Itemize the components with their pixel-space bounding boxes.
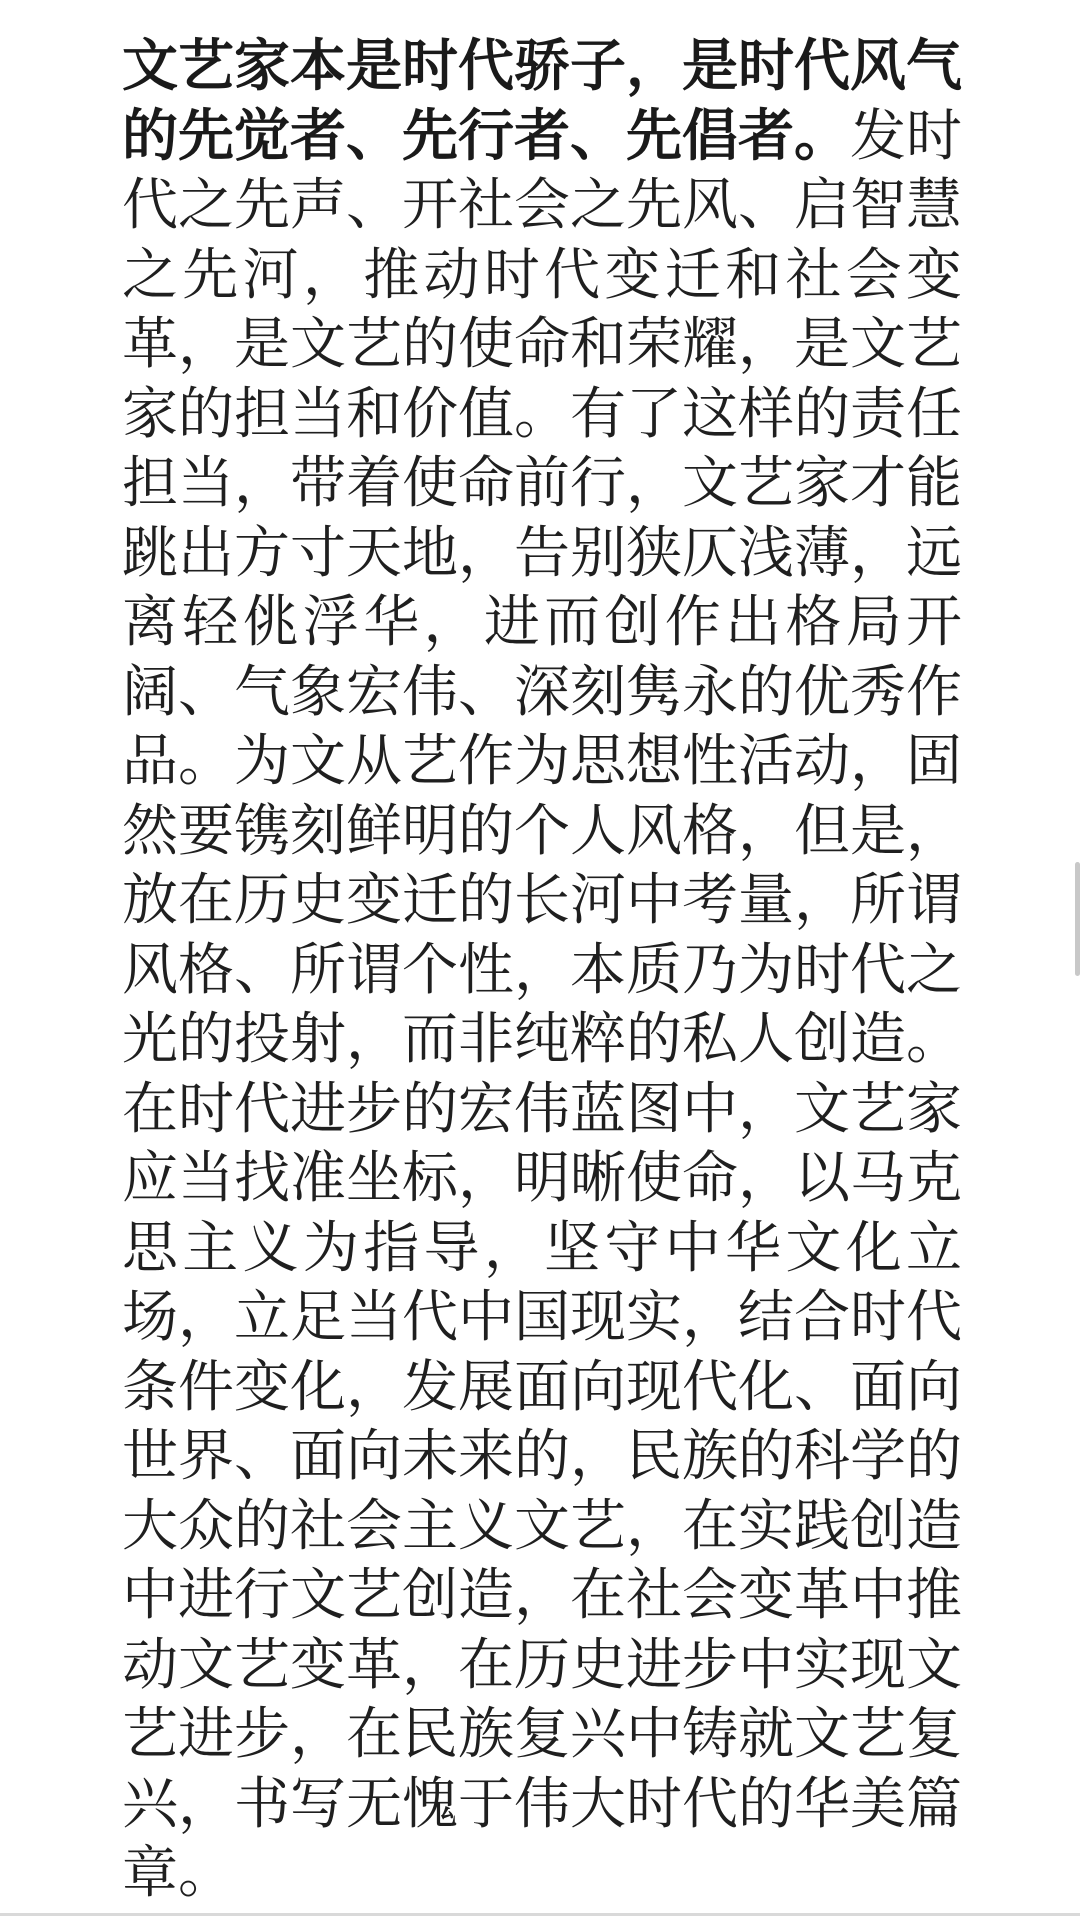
body-text: 发时代之先声、开社会之先风、启智慧之先河，推动时代变迁和社会变革，是文艺的使命和荣耀，是文艺家的担当和价值。有了这样的责任担当，带着使命前行，文艺家才能跳出方寸天地，告别狭仄浅薄，远离轻佻浮华，进而创作出格局开阔、气象宏伟、深刻隽永的优秀作品。为文从艺作为思想性活动，固然要镌刻鲜明的个人风格，但是，放在历史变迁的长河中考量，所谓风格、所谓个性，本质乃为时代之光的投射，而非纯粹的私人创造。在时代进步的宏伟蓝图中，文艺家应当找准坐标，明晰使命，以马克思主义为指导，坚守中华文化立场，立足当代中国现实，结合时代条件变化，发展面向现代化、面向世界、面向未来的，民族的科学的大众的社会主义文艺，在实践创造中进行文艺创造，在社会变革中推动文艺变革，在历史进步中实现文艺进步，在民族复兴中铸就文艺复兴，书写无愧于伟大时代的华美篇章。: [122, 103, 962, 1906]
scrollbar-thumb[interactable]: [1075, 862, 1080, 976]
lead-sentence: 文艺家本是时代骄子，是时代风气的先觉者、先行者、先倡者。: [122, 34, 962, 169]
article-paragraph: [122, 32, 962, 1909]
